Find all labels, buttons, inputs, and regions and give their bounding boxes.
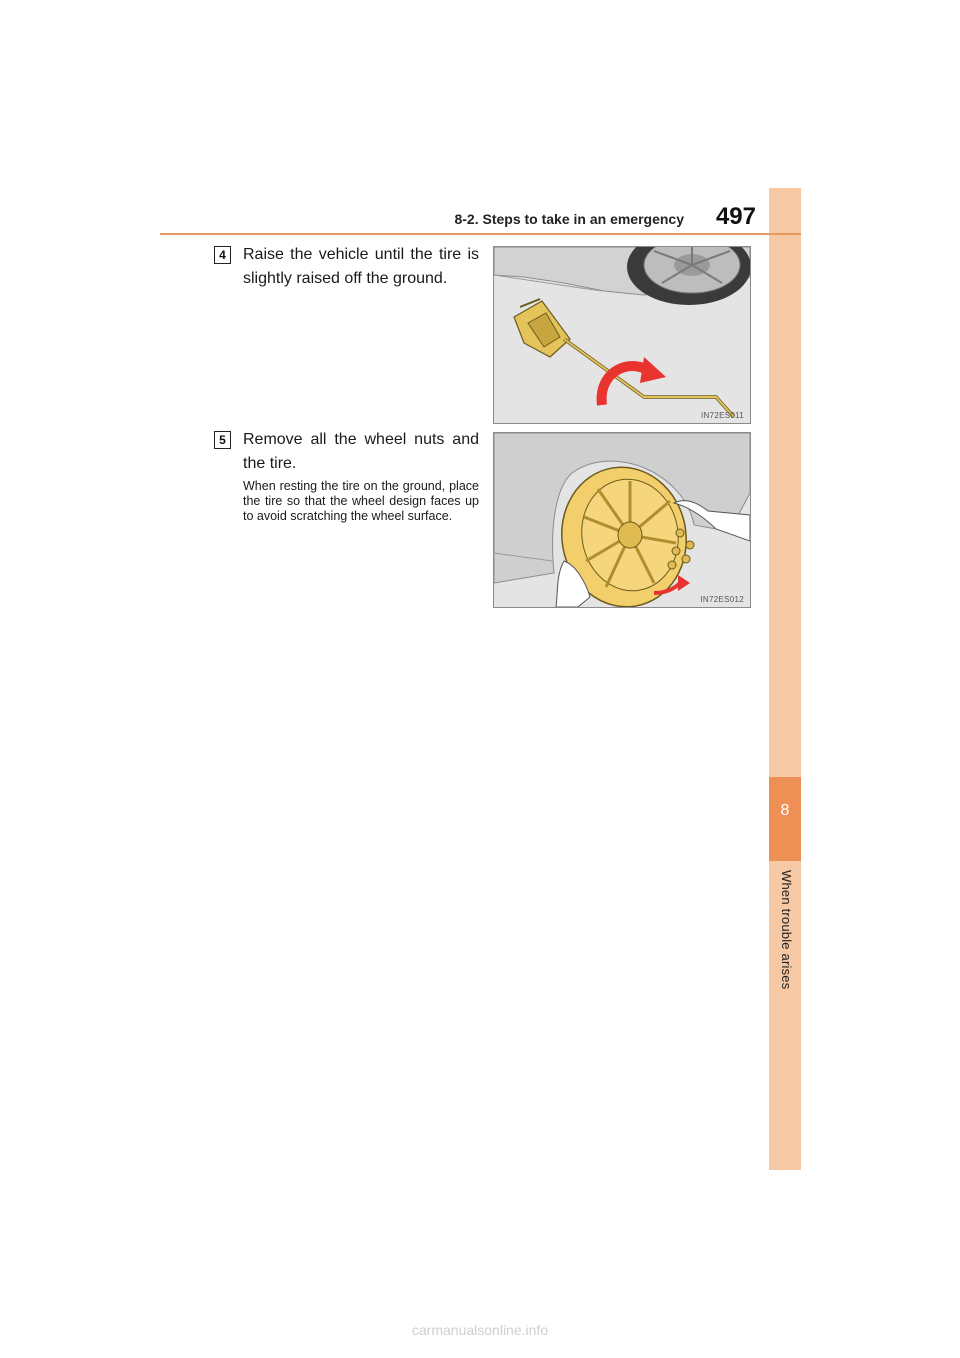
figure-jack-raising <box>493 246 751 424</box>
header-rule <box>160 233 801 235</box>
chapter-label-container <box>769 870 801 1000</box>
figure-code: IN72ES011 <box>700 411 744 420</box>
jack-illustration <box>494 247 750 423</box>
step-5-note: When resting the tire on the ground, place the tire so that the wheel design faces up to avoid scratching the wheel surface. <box>243 479 479 523</box>
chapter-number-tab <box>769 777 801 861</box>
step-5-badge: 5 <box>214 431 231 449</box>
chapter-label: When trouble arises <box>779 870 794 990</box>
page-header <box>160 203 800 233</box>
step-4-badge: 4 <box>214 246 231 264</box>
step-4-text: Raise the vehicle until the tire is slightly raised off the ground. <box>243 246 479 287</box>
wheel-removal-illustration <box>494 433 750 607</box>
watermark: carmanualsonline.info <box>411 1322 549 1338</box>
section-title: 8-2. Steps to take in an emergency <box>454 211 684 227</box>
figure-wheel-removal <box>493 432 751 608</box>
step-5-text: Remove all the wheel nuts and the tire. <box>243 431 479 472</box>
page-number: 497 <box>715 203 756 230</box>
figure-code: IN72ES012 <box>700 595 744 604</box>
chapter-number: 8 <box>780 802 790 819</box>
chapter-side-tab <box>769 188 801 1170</box>
